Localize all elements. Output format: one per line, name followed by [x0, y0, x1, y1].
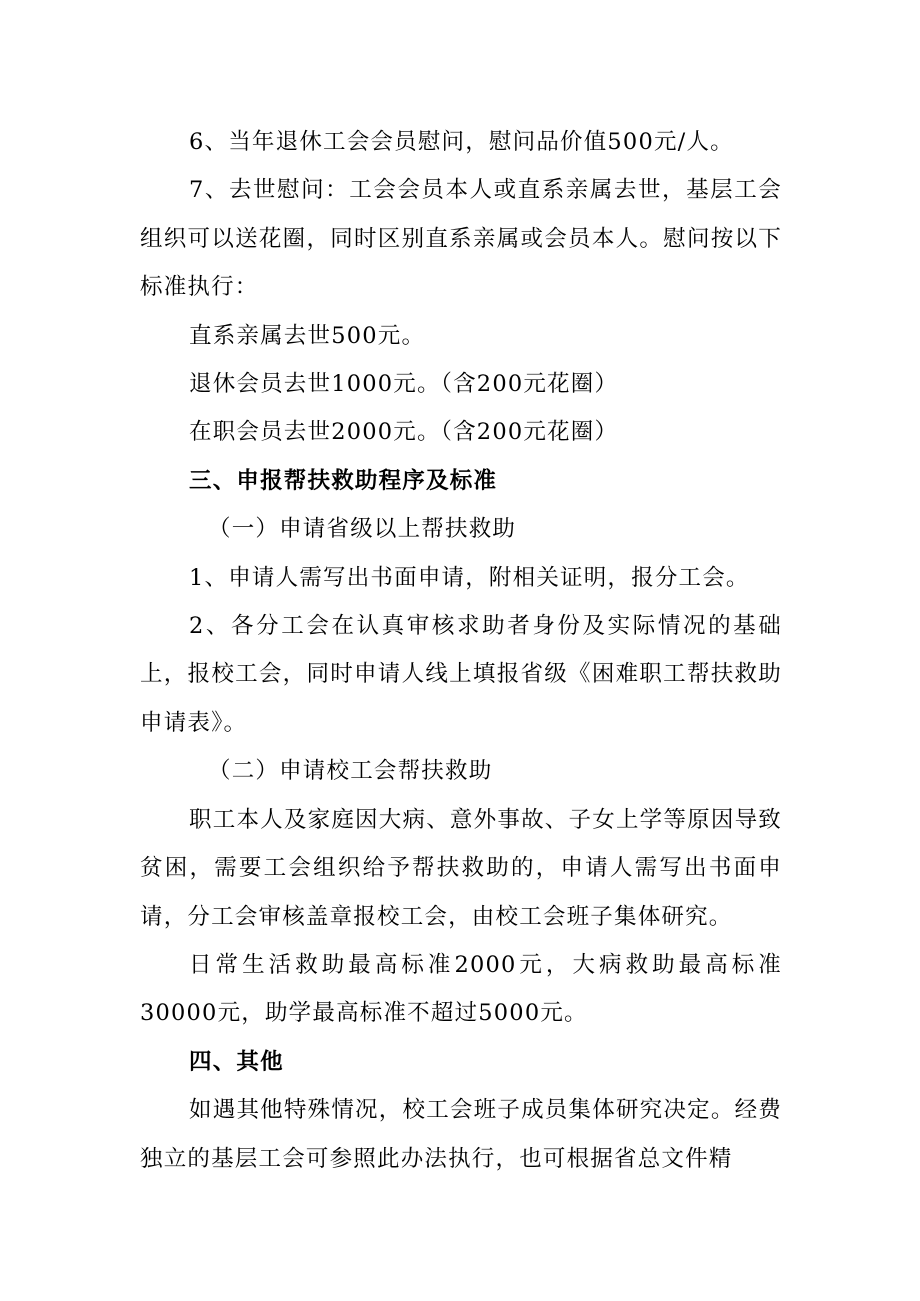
- paragraph-retired-member-death: 退休会员去世1000元。（含200元花圈）: [189, 371, 619, 398]
- paragraph-school-assistance: 职工本人及家庭因大病、意外事故、子女上学等原因导致贫困，需要工会组织给予帮扶救助的，申请人需写出书面申请，分工会审核盖章报校工会，由校工会班子集体研究。: [140, 806, 782, 930]
- paragraph-active-member-death: 在职会员去世2000元。（含200元花圈）: [189, 419, 619, 446]
- paragraph-step-1: 1、申请人需写出书面申请，附相关证明，报分工会。: [189, 564, 750, 591]
- section-heading-4: 四、其他: [189, 1048, 284, 1075]
- section-heading-3: 三、申报帮扶救助程序及标准: [189, 467, 498, 494]
- subsection-heading-1: （一）申请省级以上帮扶救助: [208, 516, 517, 543]
- paragraph-assistance-standards: 日常生活救助最高标准2000元，大病救助最高标准30000元，助学最高标准不超过5000元。: [140, 951, 782, 1027]
- paragraph-step-2: 2、各分工会在认真审核求助者身份及实际情况的基础上，报校工会，同时申请人线上填报省级《困难职工帮扶救助申请表》。: [140, 613, 782, 736]
- subsection-heading-2: （二）申请校工会帮扶救助: [208, 758, 493, 785]
- document-page: [140, 118, 782, 1183]
- paragraph-retiree-condolence: 6、当年退休工会会员慰问，慰问品价值500元/人。: [189, 129, 734, 155]
- paragraph-relative-death: 直系亲属去世500元。: [189, 322, 426, 349]
- paragraph-other: 如遇其他特殊情况，校工会班子成员集体研究决定。经费独立的基层工会可参照此办法执行，也可根据省总文件精: [140, 1097, 782, 1172]
- paragraph-death-condolence: 7、去世慰问：工会会员本人或直系亲属去世，基层工会组织可以送花圈，同时区别直系亲属或会员本人。慰问按以下标准执行：: [140, 177, 782, 301]
